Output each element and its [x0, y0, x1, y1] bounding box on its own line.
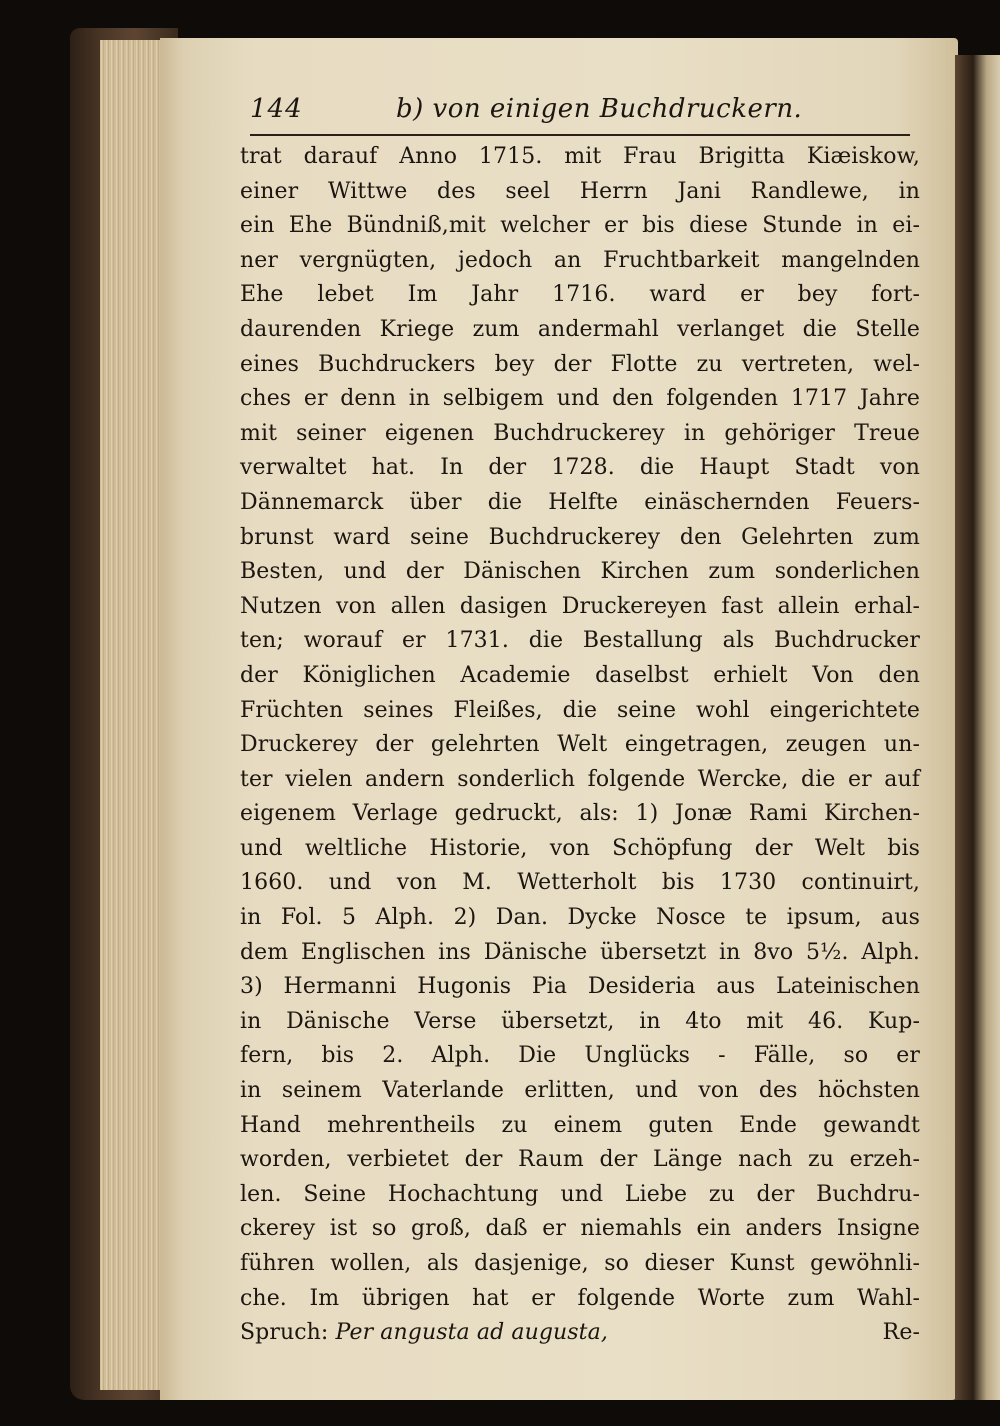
motto-line [240, 1316, 920, 1351]
text-line: ein Ehe Bündniß,mit welcher er bis diese Stunde in ei- [240, 213, 920, 239]
text-line: Hand mehrentheils zu einem guten Ende gewandt [240, 1112, 920, 1138]
text-line: ches er denn in selbigem und den folgenden 1717 Jahre [240, 386, 920, 412]
text-line: 3) Hermanni Hugonis Pia Desideria aus Lateinischen [240, 974, 920, 1000]
text-line: einer Wittwe des seel Herrn Jani Randlewe, in [240, 178, 920, 204]
body-text [240, 140, 920, 1351]
text-line: Ehe lebet Im Jahr 1716. ward er bey fort- [240, 282, 920, 308]
text-line: in seinem Vaterlande erlitten, und von des höchsten [240, 1078, 920, 1104]
facing-page-edge [955, 55, 1000, 1400]
text-line: in Dänische Verse übersetzt, in 4to mit 46. Kup- [240, 1008, 920, 1034]
text-line: 1660. und von M. Wetterholt bis 1730 continuirt, [240, 870, 920, 896]
catchword: Re- [882, 1320, 920, 1346]
text-line: Nutzen von allen dasigen Druckereyen fast allein erhal- [240, 593, 920, 619]
motto-prefix: Spruch: [240, 1320, 329, 1346]
text-line: der Königlichen Academie daselbst erhielt Von den [240, 662, 920, 688]
page-text [228, 86, 920, 1346]
text-line: len. Seine Hochachtung und Liebe zu der Buchdru- [240, 1181, 920, 1207]
text-line: und weltliche Historie, von Schöpfung der Welt bis [240, 835, 920, 861]
text-line: trat darauf Anno 1715. mit Frau Brigitta Kiæiskow, [240, 144, 920, 169]
text-line: verwaltet hat. In der 1728. die Haupt Stadt von [240, 455, 920, 481]
text-line: che. Im übrigen hat er folgende Worte zum Wahl- [240, 1285, 920, 1311]
text-line: führen wollen, als dasjenige, so dieser Kunst gewöhnli- [240, 1251, 920, 1276]
text-line: Besten, und der Dänischen Kirchen zum sonderlichen [240, 559, 920, 585]
text-line: ter vielen andern sonderlich folgende Wercke, die er auf [240, 766, 920, 792]
text-line: ten; worauf er 1731. die Bestallung als Buchdrucker [240, 628, 920, 654]
text-line: Früchten seines Fleißes, die seine wohl eingerichtete [240, 697, 920, 723]
text-line: in Fol. 5 Alph. 2) Dan. Dycke Nosce te ipsum, aus [240, 905, 920, 931]
page-header [228, 86, 913, 128]
header-rule [250, 134, 910, 136]
text-line: ckerey ist so groß, daß er niemahls ein anders Insigne [240, 1216, 920, 1242]
text-line: dem Englischen ins Dänische übersetzt in 8vo 5½. Alph. [240, 939, 920, 965]
text-line: fern, bis 2. Alph. Die Unglücks - Fälle, so er [240, 1043, 920, 1069]
text-line: eines Buchdruckers bey der Flotte zu vertreten, wel- [240, 351, 920, 377]
text-line: mit seiner eigenen Buchdruckerey in gehöriger Treue [240, 420, 920, 446]
running-head: b) von einigen Buchdruckern. [396, 94, 803, 124]
text-line: Druckerey der gelehrten Welt eingetragen, zeugen un- [240, 732, 920, 758]
page-number: 144 [250, 94, 303, 124]
text-line: worden, verbietet der Raum der Länge nach zu erzeh- [240, 1147, 920, 1173]
text-line: brunst ward seine Buchdruckerey den Gelehrten zum [240, 524, 920, 550]
text-line: Dännemarck über die Helfte einäschernden Feuers- [240, 489, 920, 515]
motto-latin: Per angusta ad augusta, [335, 1320, 608, 1346]
text-line: daurenden Kriege zum andermahl verlanget die Stelle [240, 316, 920, 342]
text-line: eigenem Verlage gedruckt, als: 1) Jonæ Rami Kirchen- [240, 801, 920, 827]
text-line: ner vergnügten, jedoch an Fruchtbarkeit mangelnden [240, 247, 920, 273]
